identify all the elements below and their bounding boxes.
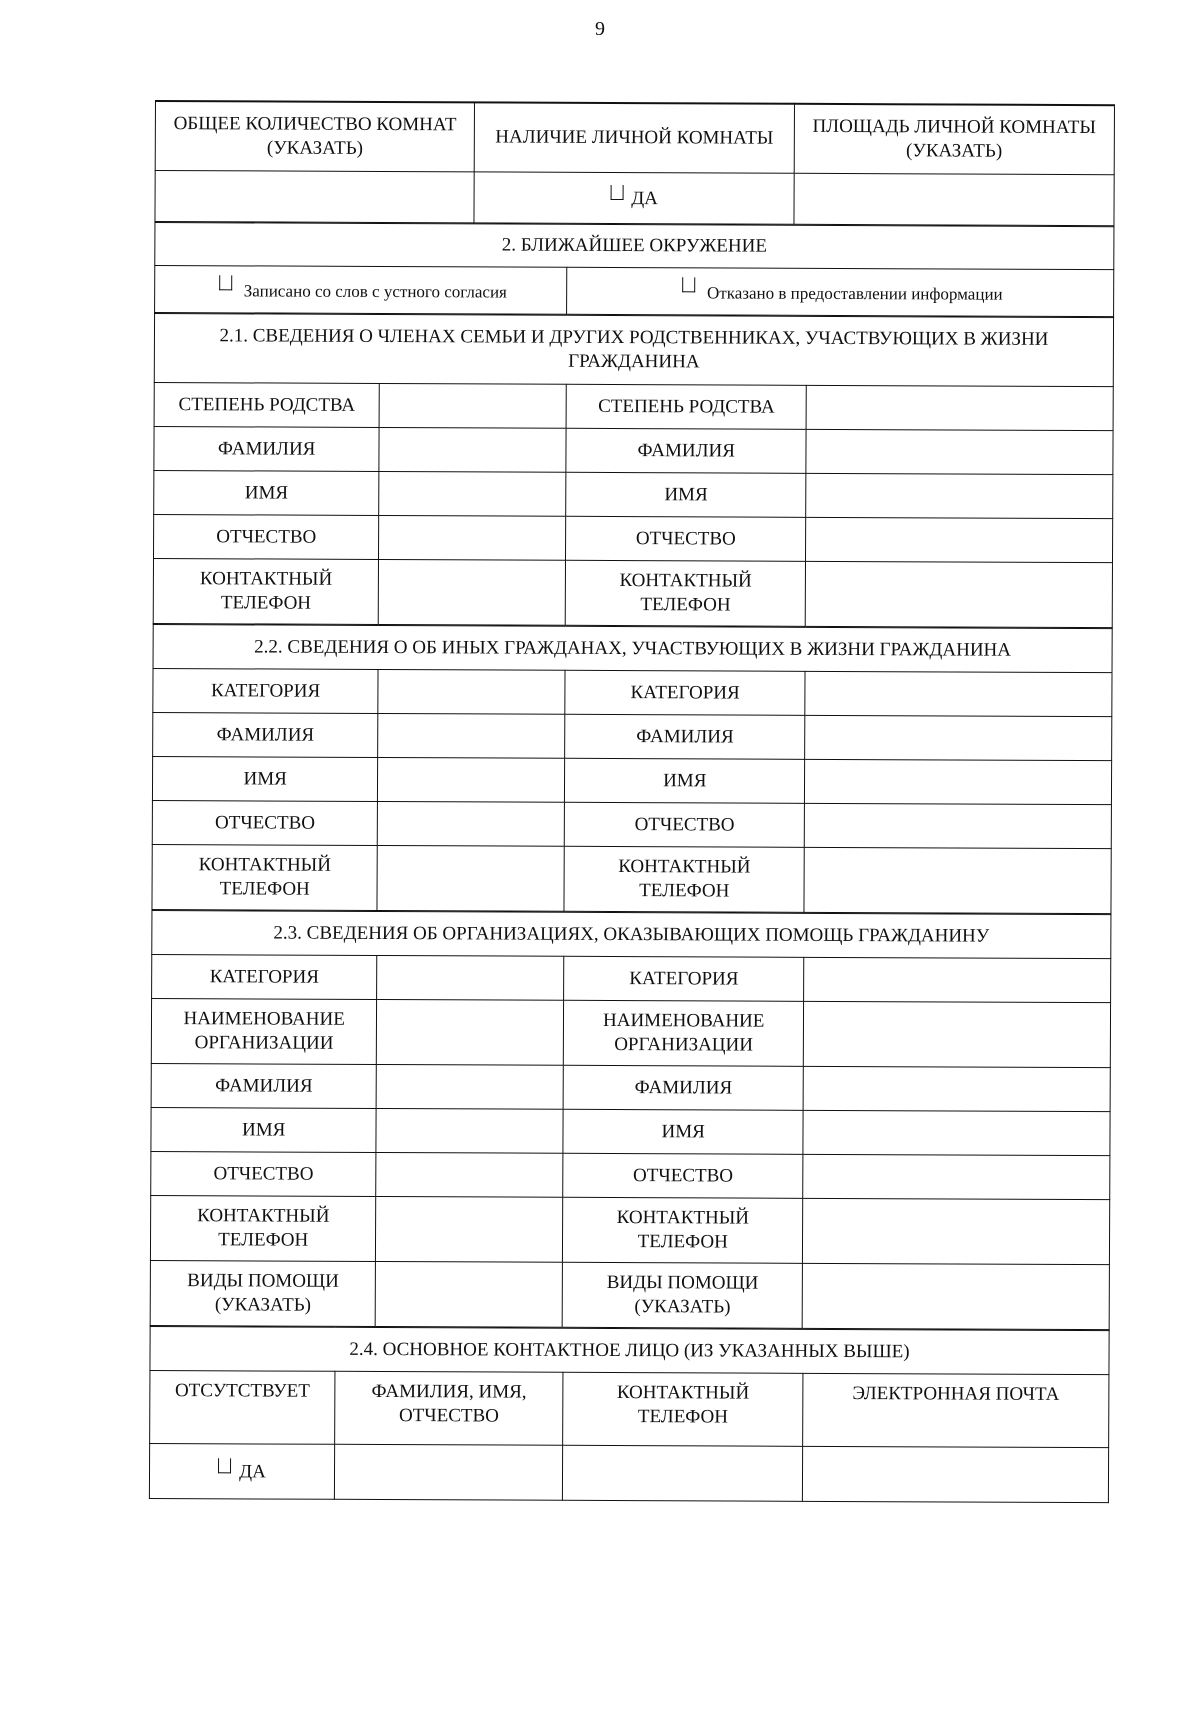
field-label: ФАМИЛИЯ	[151, 1063, 377, 1108]
field-label: ОТЧЕСТВО	[153, 514, 379, 559]
field-label: НАИМЕНОВАНИЕ ОРГАНИЗАЦИИ	[564, 1000, 804, 1066]
field-input[interactable]	[376, 1108, 563, 1153]
field-input[interactable]	[806, 473, 1113, 518]
field-label: ФАМИЛИЯ	[566, 428, 806, 473]
absent-yes-option[interactable]	[149, 1443, 334, 1499]
field-input[interactable]	[379, 383, 566, 428]
field-label: КАТЕГОРИЯ	[152, 954, 378, 999]
field-label: КАТЕГОРИЯ	[565, 670, 805, 715]
section2-table	[154, 222, 1114, 317]
field-input[interactable]	[377, 845, 564, 911]
field-input[interactable]	[376, 1261, 563, 1327]
field-input[interactable]	[376, 1152, 563, 1197]
field-label: ИМЯ	[563, 1109, 803, 1154]
field-input[interactable]	[379, 427, 566, 472]
field-label: КАТЕГОРИЯ	[564, 956, 804, 1001]
section21-title: 2.1. СВЕДЕНИЯ О ЧЛЕНАХ СЕМЬИ И ДРУГИХ РОДСТВЕННИКАХ, УЧАСТВУЮЩИХ В ЖИЗНИ ГРАЖДАНИНА	[154, 314, 1113, 387]
section2-title: 2. БЛИЖАЙШЕЕ ОКРУЖЕНИЕ	[155, 223, 1114, 270]
own-room-label: НАЛИЧИЕ ЛИЧНОЙ КОМНАТЫ	[475, 102, 795, 173]
field-input[interactable]	[805, 715, 1112, 760]
field-label: ОТЧЕСТВО	[151, 1151, 377, 1196]
field-label: ИМЯ	[152, 756, 378, 801]
checkbox-icon[interactable]	[218, 1458, 231, 1473]
field-input[interactable]	[379, 559, 566, 625]
total-rooms-label: ОБЩЕЕ КОЛИЧЕСТВО КОМНАТ (УКАЗАТЬ)	[155, 101, 475, 172]
field-input[interactable]	[376, 1064, 563, 1109]
field-input[interactable]	[806, 517, 1113, 562]
field-input[interactable]	[803, 1198, 1110, 1264]
section21-table	[153, 313, 1114, 628]
rooms-table	[154, 100, 1115, 226]
field-label: ИМЯ	[151, 1107, 377, 1152]
field-label: ФАМИЛИЯ	[154, 426, 380, 471]
field-input[interactable]	[805, 671, 1112, 716]
field-input[interactable]	[803, 1001, 1110, 1067]
field-label: ОТЧЕСТВО	[566, 516, 806, 561]
phone-label: КОНТАКТНЫЙ ТЕЛЕФОН	[563, 1372, 803, 1446]
section23-title: 2.3. СВЕДЕНИЯ ОБ ОРГАНИЗАЦИЯХ, ОКАЗЫВАЮЩИХ ПОМОЩЬ ГРАЖДАНИНУ	[152, 910, 1111, 958]
field-input[interactable]	[378, 801, 565, 846]
field-label: СТЕПЕНЬ РОДСТВА	[566, 384, 806, 429]
consent-refused-option[interactable]	[567, 267, 1114, 316]
own-room-area-label: ПЛОЩАДЬ ЛИЧНОЙ КОМНАТЫ (УКАЗАТЬ)	[794, 104, 1115, 175]
absent-label: ОТСУТСТВУЕТ	[150, 1370, 335, 1444]
checkbox-icon[interactable]	[682, 277, 695, 292]
field-input[interactable]	[804, 803, 1111, 848]
field-input[interactable]	[804, 957, 1111, 1002]
own-room-yes[interactable]	[474, 172, 794, 224]
email-label: ЭЛЕКТРОННАЯ ПОЧТА	[803, 1373, 1109, 1447]
field-label: КАТЕГОРИЯ	[153, 668, 379, 713]
field-label: КОНТАКТНЫЙ ТЕЛЕФОН	[564, 846, 804, 912]
field-label: ФАМИЛИЯ	[563, 1065, 803, 1110]
fio-label: ФАМИЛИЯ, ИМЯ, ОТЧЕСТВО	[335, 1371, 564, 1445]
field-label: ОТЧЕСТВО	[563, 1153, 803, 1198]
field-label: КОНТАКТНЫЙ ТЕЛЕФОН	[563, 1197, 803, 1263]
field-input[interactable]	[803, 1154, 1110, 1199]
field-input[interactable]	[378, 669, 565, 714]
consent-oral-label: Записано со слов с устного согласия	[243, 281, 507, 302]
field-label: КОНТАКТНЫЙ ТЕЛЕФОН	[152, 844, 378, 910]
section24-title: 2.4. ОСНОВНОЕ КОНТАКТНОЕ ЛИЦО (ИЗ УКАЗАННЫХ ВЫШЕ)	[150, 1326, 1109, 1374]
form	[149, 100, 1115, 1503]
page-number: 9	[595, 18, 605, 40]
field-input[interactable]	[804, 847, 1111, 913]
field-input[interactable]	[376, 1196, 563, 1262]
field-label: ОТЧЕСТВО	[152, 800, 378, 845]
field-label: ИМЯ	[566, 472, 806, 517]
total-rooms-field[interactable]	[155, 171, 475, 223]
field-label: ВИДЫ ПОМОЩИ (УКАЗАТЬ)	[563, 1262, 803, 1328]
absent-yes-label: ДА	[239, 1461, 266, 1483]
fio-field[interactable]	[334, 1444, 562, 1500]
field-input[interactable]	[806, 385, 1113, 430]
field-label: КОНТАКТНЫЙ ТЕЛЕФОН	[150, 1195, 376, 1261]
email-field[interactable]	[802, 1446, 1108, 1502]
field-input[interactable]	[803, 1066, 1110, 1111]
field-label: СТЕПЕНЬ РОДСТВА	[154, 382, 380, 427]
field-input[interactable]	[379, 515, 566, 560]
field-label: ВИДЫ ПОМОЩИ (УКАЗАТЬ)	[150, 1260, 376, 1326]
field-input[interactable]	[805, 759, 1112, 804]
field-input[interactable]	[805, 561, 1112, 627]
field-input[interactable]	[803, 1110, 1110, 1155]
field-input[interactable]	[378, 757, 565, 802]
field-input[interactable]	[802, 1263, 1109, 1329]
consent-oral-option[interactable]	[155, 266, 568, 315]
section22-table	[151, 624, 1112, 914]
consent-refused-label: Отказано в предоставлении информации	[706, 283, 1003, 304]
field-label: КОНТАКТНЫЙ ТЕЛЕФОН	[566, 560, 806, 626]
field-label: НАИМЕНОВАНИЕ ОРГАНИЗАЦИИ	[151, 998, 377, 1064]
field-input[interactable]	[377, 999, 564, 1065]
field-input[interactable]	[378, 713, 565, 758]
field-label: ФАМИЛИЯ	[153, 712, 379, 757]
phone-field[interactable]	[563, 1445, 803, 1501]
field-input[interactable]	[806, 429, 1113, 474]
own-room-yes-label: ДА	[631, 188, 658, 210]
field-label: КОНТАКТНЫЙ ТЕЛЕФОН	[153, 558, 379, 624]
field-label: ФАМИЛИЯ	[565, 714, 805, 759]
field-input[interactable]	[379, 471, 566, 516]
section24-table	[149, 1326, 1110, 1503]
field-label: ИМЯ	[154, 470, 380, 515]
checkbox-icon[interactable]	[610, 185, 623, 200]
section22-title: 2.2. СВЕДЕНИЯ О ОБ ИНЫХ ГРАЖДАНАХ, УЧАСТВУЮЩИХ В ЖИЗНИ ГРАЖДАНИНА	[153, 624, 1112, 672]
checkbox-icon[interactable]	[219, 275, 232, 290]
own-room-area-field[interactable]	[794, 173, 1115, 225]
field-input[interactable]	[377, 955, 564, 1000]
field-label: ИМЯ	[565, 758, 805, 803]
section23-table	[150, 910, 1112, 1330]
field-label: ОТЧЕСТВО	[565, 802, 805, 847]
